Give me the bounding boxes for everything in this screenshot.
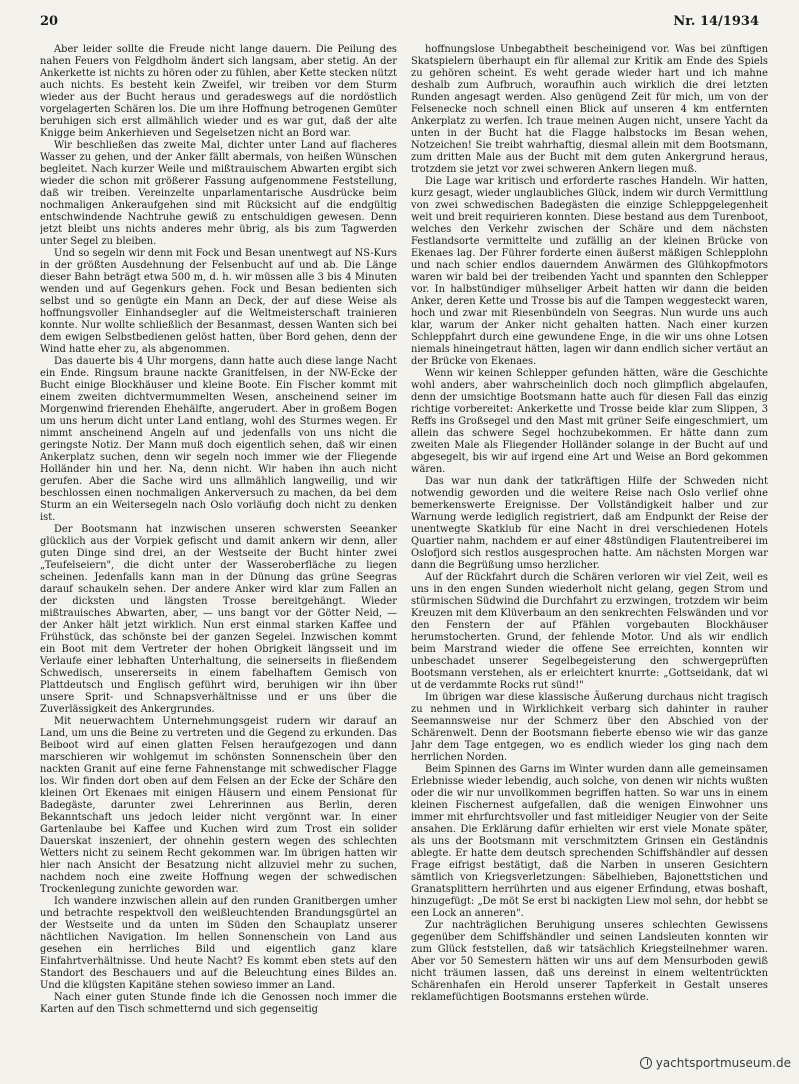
left-column xyxy=(40,44,397,1044)
paragraph: Ich wandere inzwischen allein auf den runden Granitbergen umher und betrachte respektvoll den weißleuchtenden Brandungsgürtel an der Westseite und da unten im Süden den Schauplatz unserer nächtlichen Navigation. Im hellen Sonnenschein von Land aus gesehen ein herrliches Bild und eigentlich ganz klare Einfahrtverhältnisse. Und heute Nacht? Es kommt eben stets auf den Standort des Beschauers und auf die Beleuchtung eines Bildes an. Und die klügsten Kapitäne stehen sowieso immer an Land. xyxy=(40,896,397,991)
paragraph: Wir beschließen das zweite Mal, dichter unter Land auf flacheres Wasser zu gehen, und der Anker fällt abermals, von heißen Wünschen begleitet. Nach kurzer Weile und mißtrauischem Abwarten ergibt sich wieder die schon mit größerer Fassung aufgenommene Feststellung, daß wir treiben. Vereinzelte unparlamentarische Ausdrücke beim nochmaligen Ankeraufgehen sind mit Rücksicht auf die endgültig entschwindende Nachtruhe gewiß zu entschuldigen gewesen. Denn jetzt bleibt uns nichts anderes mehr übrig, als bis zum Tagwerden unter Segel zu bleiben. xyxy=(40,140,397,247)
paragraph: hoffnungslose Unbegabtheit bescheinigend vor. Was bei zünftigen Skatspielern überhaupt ein für allemal zur Kritik am Ende des Spiels zu gehören scheint. Es weht gerade wieder hart und ich mahne deshalb zum Aufbruch, woraufhin auch wirklich die drei letzten Runden angesagt werden. Also genügend Zeit für mich, um von der Felsenecke noch schnell einen Blick auf unseren 4 km entfernten Ankerplatz zu werfen. Ich traue meinen Augen nicht, unsere Yacht da unten in der Bucht hat die Flagge halbstocks im Besan wehen, Notzeichen! Sie treibt wahrhaftig, diesmal allein mit dem Bootsmann, zum dritten Male aus der Bucht mit dem guten Ankergrund heraus, trotzdem sie jetzt vor zwei schweren Ankern liegen muß. xyxy=(411,44,768,175)
paragraph: Beim Spinnen des Garns im Winter wurden dann alle gemeinsamen Erlebnisse wieder lebendig, auch solche, von denen wir nichts wußten oder die wir nur unvollkommen begriffen hatten. So war uns in einem kleinen Fischernest aufgefallen, daß die wenigen Einwohner uns immer mit ehrfurchtsvoller und fast mitleidiger Neugier von der Seite ansahen. Die Erklärung dafür erhielten wir erst viele Monate später, als uns der Bootsmann mit verschmitztem Grinsen ein Geständnis ablegte. Er hatte dem deutsch sprechenden Schiffshändler auf dessen Frage eifrigst bestätigt, daß die Narben in unseren Gesichtern sämtlich von Kriegsverletzungen: Säbelhieben, Bajonettstichen und Granatsplittern herrührten und aus eigener Erfindung, etwas boshaft, hinzugefügt: „De möt Se erst bi nackigten Liew mol sehn, dor hebbt se een Lock an anneren". xyxy=(411,764,768,919)
page-header xyxy=(40,14,759,36)
paragraph: Im übrigen war diese klassische Äußerung durchaus nicht tragisch zu nehmen und in Wirklichkeit verbarg sich dahinter in rauher Seemannsweise nur der Schmerz über den Abschied von der Schärenwelt. Denn der Bootsmann fieberte ebenso wie wir das ganze Jahr dem Tage entgegen, wo es endlich wieder los ging nach dem herrlichen Norden. xyxy=(411,692,768,763)
paragraph: Wenn wir keinen Schlepper gefunden hätten, wäre die Geschichte wohl anders, aber wahrscheinlich doch noch glimpflich abgelaufen, denn der umsichtige Bootsmann hatte auch für diesen Fall das einzig richtige vorbereitet: Ankerkette und Trosse beide klar zum Slippen, 3 Reffs ins Großsegel und den Mast mit grüner Seife eingeschmiert, um allein das schwere Segel hochzubekommen. Er hätte dann zum zweiten Male als Fliegender Holländer solange in der Bucht auf und abgesegelt, bis wir auf irgend eine Art und Weise an Bord gekommen wären. xyxy=(411,368,768,475)
paragraph: Und so segeln wir denn mit Fock und Besan unentwegt auf NS-Kurs in der größten Ausdehnung der Felsenbucht auf und ab. Die Länge dieser Bahn beträgt etwa 500 m, d. h. wir müssen alle 3 bis 4 Minuten wenden und auf Gegenkurs gehen. Fock und Besan bedienten sich selbst und so genügte ein Mann an Deck, der auf diese Weise als hoffnungsvoller Einhandsegler auf die Weltmeisterschaft trainieren konnte. Nur wollte schließlich der Besanmast, dessen Wanten sich bei dem ewigen Selbstbedienen gelöst hatten, über Bord gehen, denn der Wind hatte eher zu, als abgenommen. xyxy=(40,248,397,355)
paragraph: Der Bootsmann hat inzwischen unseren schwersten Seeanker glücklich aus der Vorpiek gefischt und damit ankern wir denn, aller guten Dinge sind drei, an der Westseite der Bucht hinter zwei „Teufelseiern", die dicht unter der Wasseroberfläche zu liegen scheinen. Jedenfalls kann man in der Dünung das grüne Seegras darauf schaukeln sehen. Der andere Anker wird klar zum Fallen an der dicksten und längsten Trosse bereitgehängt. Wieder mißtrauisches Abwarten, aber, — uns bangt vor der Götter Neid, — der Anker hält jetzt wirklich. Nun erst einmal starken Kaffee und Frühstück, das schönste bei der ganzen Segelei. Inzwischen kommt ein Boot mit dem Vertreter der hohen Obrigkeit längsseit und im Verlaufe einer lebhaften Unterhaltung, die seinerseits in fließendem Schwedisch, unsererseits in einem fabelhaftem Gemisch von Plattdeutsch und Englisch geführt wird, beruhigen wir ihn über unsere Sprit- und Schnapsverhältnisse und er uns über die Zuverlässigkeit des Ankergrundes. xyxy=(40,524,397,715)
watermark-text: yachtsportmuseum.de xyxy=(655,1056,791,1070)
issue-number: Nr. 14/1934 xyxy=(673,14,759,29)
page-number: 20 xyxy=(40,14,59,29)
article-body xyxy=(40,44,768,1044)
paragraph: Auf der Rückfahrt durch die Schären verloren wir viel Zeit, weil es uns in den engen Sunden wiederholt nicht gelang, gegen Strom und stürmischen Südwind die Durchfahrt zu erzwingen, trotzdem wir beim Kreuzen mit dem Klüverbaum an den senkrechten Felswänden und vor den Fenstern der auf Pfählen vorgebauten Blockhäuser herumstocherten. Grund, der fehlende Motor. Und als wir endlich beim Marstrand wieder die offene See erreichten, konnten wir unbeschadet unserer Segelbegeisterung den schwergeprüften Bootsmann verstehen, als er erleichtert knurrte: „Gottseidank, dat wi ut de verdammte Rocks rut sünd!" xyxy=(411,572,768,691)
copyright-icon xyxy=(640,1057,652,1069)
paragraph: Das dauerte bis 4 Uhr morgens, dann hatte auch diese lange Nacht ein Ende. Ringsum braune nackte Granitfelsen, in der NW-Ecke der Bucht einige Blockhäuser und kleine Boote. Ein Fischer kommt mit einem zweiten dichtvermummelten Wesen, anscheinend seiner im Morgenwind frierenden Ehehälfte, angerudert. Aber in großem Bogen um uns herum dicht unter Land entlang, wohl des Sturmes wegen. Er nimmt anscheinend Angeln auf und jedenfalls von uns nicht die geringste Notiz. Der Mann muß doch eigentlich sehen, daß wir einen Ankerplatz suchen, denn wir segeln noch immer wie der Fliegende Holländer hin und her. Na, denn nicht. Wir haben ihn auch nicht gerufen. Aber die Sache wird uns allmählich langweilig, und wir beschlossen einen nochmaligen Ankerversuch zu machen, da bei dem Sturm an ein Weitersegeln nach Oslo vorläufig doch nicht zu denken ist. xyxy=(40,356,397,523)
paragraph: Die Lage war kritisch und erforderte rasches Handeln. Wir hatten, kurz gesagt, wieder unglaubliches Glück, indem wir durch Vermittlung von zwei schwedischen Badegästen die einzige Schleppgelegenheit weit und breit requirieren konnten. Diese bestand aus dem Turenboot, welches den Verkehr zwischen der Schäre und dem nächsten Festlandsorte vermittelte und zufällig an der kleinen Brücke von Ekenaes lag. Der Führer forderte einen äußerst mäßigen Schlepplohn und nach schier endlos dauerndem Anwärmen des Glühkopfmotors waren wir bald bei der treibenden Yacht und spannten den Schlepper vor. In halbstündiger mühseliger Arbeit hatten wir dann die beiden Anker, deren Kette und Trosse bis auf die Tampen weggesteckt waren, hoch und zwar mit Riesenbündeln von Seegras. Nun wurde uns auch klar, warum der Anker nicht gehalten hatten. Nach einer kurzen Schleppfahrt durch eine gewundene Enge, in die wir uns ohne Lotsen niemals hineingetraut hätten, lagen wir dann endlich sicher vertäut an der Brücke von Ekenaes. xyxy=(411,176,768,367)
watermark xyxy=(640,1056,791,1070)
paragraph: Aber leider sollte die Freude nicht lange dauern. Die Peilung des nahen Feuers von Felgdholm ändert sich langsam, aber stetig. An der Ankerkette ist nichts zu hören oder zu fühlen, aber Kette stecken nützt auch nichts. Es besteht kein Zweifel, wir treiben vor dem Sturm wieder aus der Bucht heraus und geradeswegs auf die nordöstlich vorgelagerten Schären los. Die um ihre Hoffnung betrogenen Gemüter beruhigen sich erst allmählich wieder und es war gut, daß der alte Knigge beim Ankerhieven und Segelsetzen nicht an Bord war. xyxy=(40,44,397,139)
right-column xyxy=(411,44,768,1044)
paragraph: Mit neuerwachtem Unternehmungsgeist rudern wir darauf an Land, um uns die Beine zu vertreten und die Gegend zu erkunden. Das Beiboot wird auf einen glatten Felsen heraufgezogen und dann marschieren wir wohlgemut im schönsten Sonnenschein über den nackten Granit auf eine ferne Fahnenstange mit schwedischer Flagge los. Wir finden dort oben auf dem Felsen an der Ecke der Schäre den kleinen Ort Ekenaes mit einigen Häusern und einem Pensionat für Badegäste, darunter zwei Lehrerinnen aus Berlin, deren Bekanntschaft uns jedoch leider nicht vergönnt war. In einer Gartenlaube bei Kaffee und Kuchen wird zum Trost ein solider Dauerskat inszeniert, der ohnehin gestern wegen des schlechten Wetters nicht zu seinem Recht gekommen war. Im übrigen hatten wir hier nach Ansicht der Besatzung nicht allzuviel mehr zu suchen, nachdem noch eine zweite Hoffnung wegen der schwedischen Trockenlegung zunichte geworden war. xyxy=(40,716,397,895)
paragraph: Nach einer guten Stunde finde ich die Genossen noch immer die Karten auf den Tisch schmetternd und sich gegenseitig xyxy=(40,992,397,1015)
paragraph: Zur nachträglichen Beruhigung unseres schlechten Gewissens gegenüber dem Schiffshändler und seinen Landsleuten konnten wir zum Glück feststellen, daß wir tatsächlich Kriegsteilnehmer waren. Aber vor 50 Semestern hätten wir uns auf dem Mensurboden gewiß nicht träumen lassen, daß uns dereinst in einem weltentrückten Schärenhafen ein Herold unserer Tapferkeit in Gestalt unseres reklamefüchtigen Bootsmanns erstehen würde. xyxy=(411,920,768,1003)
paragraph: Das war nun dank der tatkräftigen Hilfe der Schweden nicht notwendig geworden und die weitere Reise nach Oslo verlief ohne bemerkenswerte Ereignisse. Der Vollständigkeit halber und zur Warnung werde lediglich registriert, daß am Endpunkt der Reise der unentwegte Skatklub für eine Nacht in drei verschiedenen Hotels Quartier nahm, nachdem er auf einer 48stündigen Flautentreiberei im Oslofjord sich restlos ausgesprochen hatte. Am nächsten Morgen war dann die Begrüßung umso herzlicher. xyxy=(411,476,768,571)
